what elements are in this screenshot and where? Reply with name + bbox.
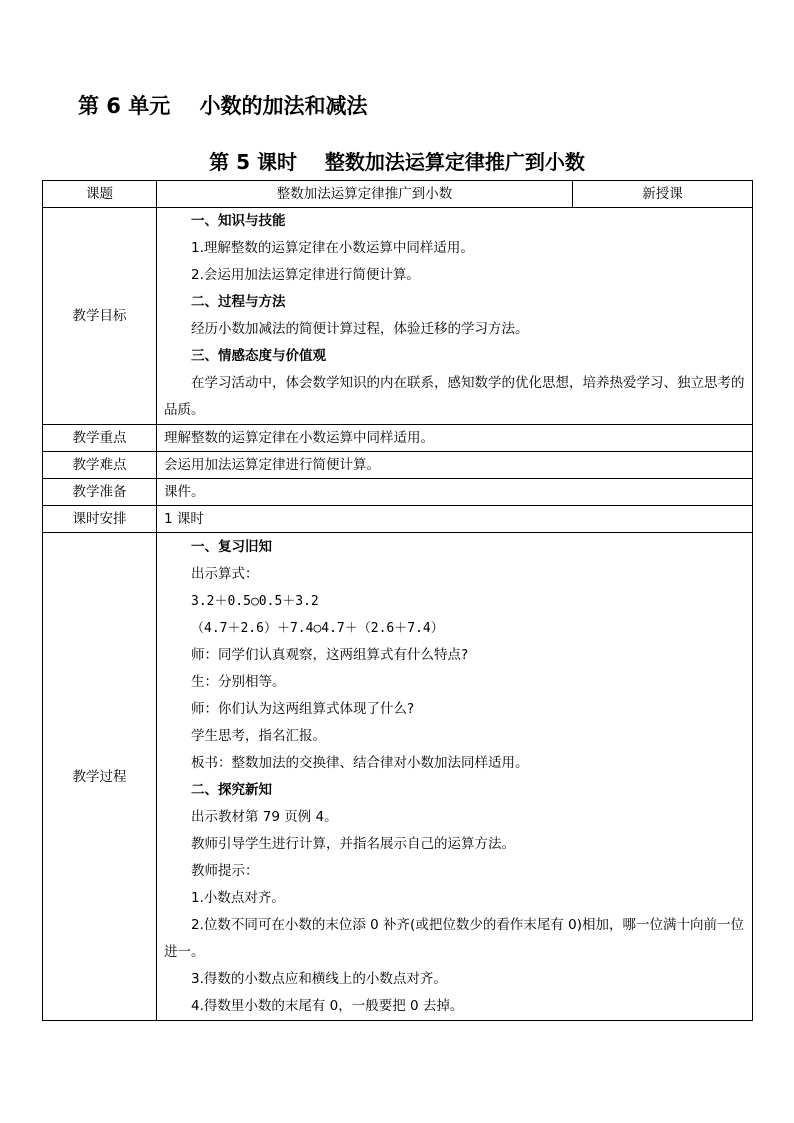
objectives-heading-3: 三、情感态度与价值观 bbox=[191, 348, 326, 364]
objectives-line: 经历小数加减法的简便计算过程，体验迁移的学习方法。 bbox=[191, 321, 529, 337]
objectives-heading-2: 二、过程与方法 bbox=[191, 294, 286, 310]
process-line: 学生思考，指名汇报。 bbox=[191, 727, 326, 744]
objectives-heading-1: 一、知识与技能 bbox=[191, 213, 286, 229]
preparation-label: 教学准备 bbox=[43, 479, 157, 506]
equation-1: 3.2＋0.5○0.5＋3.2 bbox=[191, 593, 319, 609]
schedule-text: 1 课时 bbox=[157, 506, 753, 533]
objectives-label: 教学目标 bbox=[43, 208, 157, 425]
process-line: 师：同学们认真观察，这两组算式有什么特点? bbox=[191, 646, 469, 663]
topic-value: 整数加法运算定律推广到小数 bbox=[157, 181, 573, 208]
schedule-label: 课时安排 bbox=[43, 506, 157, 533]
process-line: 4.得数里小数的末尾有 0，一般要把 0 去掉。 bbox=[191, 997, 464, 1014]
lesson-plan-table bbox=[42, 180, 753, 1021]
process-heading-1: 一、复习旧知 bbox=[191, 538, 272, 555]
difficulty-row bbox=[43, 452, 753, 479]
unit-title: 第 6 单元 小数的加法和减法 bbox=[78, 94, 368, 118]
process-label: 教学过程 bbox=[43, 533, 157, 1021]
process-line: 师：你们认为这两组算式体现了什么? bbox=[191, 700, 415, 717]
lesson-type: 新授课 bbox=[573, 181, 753, 208]
schedule-row bbox=[43, 506, 753, 533]
process-paragraph: 2.位数不同可在小数的末位添 0 补齐(或把位数少的看作末尾有 0)相加，哪一位满十向前一位进一。 bbox=[164, 916, 744, 960]
equation-2: （4.7＋2.6）＋7.4○4.7＋（2.6＋7.4） bbox=[191, 620, 444, 636]
key-point-text: 理解整数的运算定律在小数运算中同样适用。 bbox=[157, 425, 753, 452]
process-content bbox=[157, 533, 753, 1021]
process-line: 生：分别相等。 bbox=[191, 673, 286, 690]
objectives-line: 2.会运用加法运算定律进行简便计算。 bbox=[191, 267, 420, 283]
process-line: 板书：整数加法的交换律、结合律对小数加法同样适用。 bbox=[191, 754, 529, 771]
topic-label: 课题 bbox=[43, 181, 157, 208]
process-line: 3.得数的小数点应和横线上的小数点对齐。 bbox=[191, 970, 447, 987]
topic-row bbox=[43, 181, 753, 208]
difficulty-text: 会运用加法运算定律进行简便计算。 bbox=[157, 452, 753, 479]
process-line: 教师引导学生进行计算，并指名展示自己的运算方法。 bbox=[191, 835, 515, 852]
difficulty-label: 教学难点 bbox=[43, 452, 157, 479]
objectives-row bbox=[43, 208, 753, 425]
preparation-row bbox=[43, 479, 753, 506]
process-line: 出示教材第 79 页例 4。 bbox=[191, 808, 338, 825]
objectives-line: 1.理解整数的运算定律在小数运算中同样适用。 bbox=[191, 240, 474, 256]
preparation-text: 课件。 bbox=[157, 479, 753, 506]
process-line: 教师提示： bbox=[191, 862, 259, 879]
lesson-title: 第 5 课时 整数加法运算定律推广到小数 bbox=[209, 150, 585, 174]
process-line: 出示算式： bbox=[191, 565, 259, 582]
key-point-row bbox=[43, 425, 753, 452]
process-row bbox=[43, 533, 753, 1021]
process-line: 1.小数点对齐。 bbox=[191, 889, 285, 906]
objectives-content bbox=[157, 208, 753, 425]
process-heading-2: 二、探究新知 bbox=[191, 781, 272, 798]
key-point-label: 教学重点 bbox=[43, 425, 157, 452]
objectives-paragraph: 在学习活动中，体会数学知识的内在联系，感知数学的优化思想，培养热爱学习、独立思考的品质。 bbox=[164, 375, 745, 418]
